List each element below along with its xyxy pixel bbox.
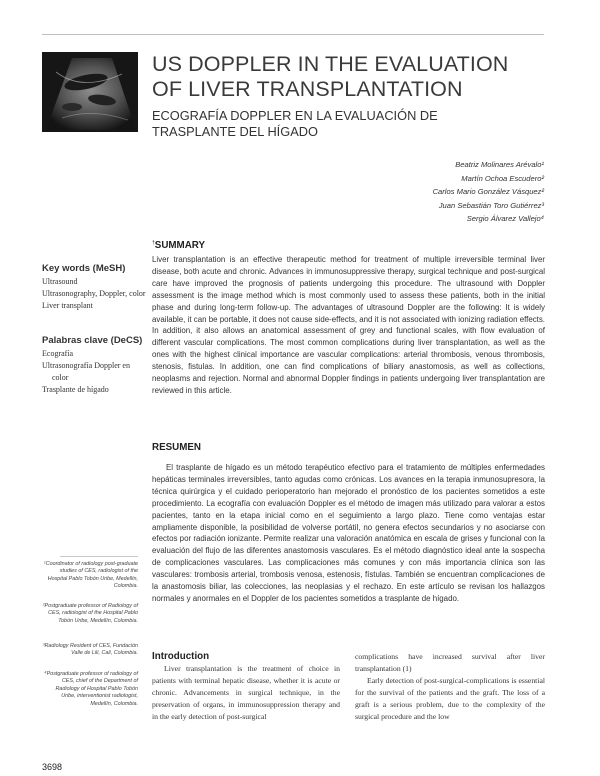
subtitle-line-1: ECOGRAFÍA DOPPLER EN LA EVALUACIÓN DE	[152, 108, 438, 123]
affiliation: ⁴Postgraduate professor of radiology of CES, chief of the Department of Radiology of Hospital Pablo Tobón Uribe, interventionist radiologist, Medellín, Colombia.	[44, 671, 138, 707]
summary-heading-text: SUMMARY	[154, 240, 206, 251]
resumen-heading: RESUMEN	[152, 442, 201, 453]
ultrasound-image	[42, 52, 138, 132]
author-list	[433, 158, 544, 226]
subtitle-line-2: TRASPLANTE DEL HÍGADO	[152, 123, 318, 139]
keywords-decs	[42, 334, 147, 396]
author: Sergio Álvarez Vallejo⁴	[466, 214, 544, 223]
summary-text: Liver transplantation is an effective therapeutic method for treatment of multiple irreversible terminal liver disease, both acute and chronic. Advances in immunosuppressive therapy, surgical technique and post-surgical care have improved the prognosis of patients undergoing this procedure. The ultrasound with Doppler assessment is the image method which is most commonly used to assess these patients, both in the initial phase and during long-term follow-up. The advantages of ultrasound Doppler are the following: It is widely available, it can be portable, it does not cause side-effects, and it is not associated with ionizing radiation effects. In addition, it also allows an anatomical assessment of grey and functional scales, with flow evaluation of different vascular complications. The most common complications during liver transplantation, as well as the ones with the highest clinical importance are vascular complications: arterial thrombosis, venous thrombosis, stenosis, fistulas. In addition, one can find complications of biliary anastomosis, as well as collections, neoplasms and rejection. Normal and abnormal Doppler findings in patients undergoing liver transplantation are reviewed in this article.	[152, 255, 545, 395]
affiliation: ¹Coordinator of radiology post-graduate studies of CES, radiologist of the Hospital Pablo Tobón Uribe, Medellín, Colombia.	[43, 561, 138, 590]
author: Juan Sebastián Toro Gutiérrez³	[438, 200, 544, 210]
keywords-mesh	[42, 262, 147, 312]
affiliation: ³Radiology Resident of CES, Fundación Valle de Lili, Cali, Colombia.	[42, 643, 138, 657]
page-number: 3698	[42, 762, 63, 772]
introduction-heading: Introduction	[152, 651, 210, 662]
introduction-left-column: Liver transplantation is the treatment of choice in patients with terminal hepatic disease, whether it is acute or chronic. Advancements in surgical technique, in the preservation of organs, in immunosuppression therapy and in the early detection of post-surgical	[152, 664, 340, 721]
resumen-text: El trasplante de hígado es un método terapéutico efectivo para el tratamiento de múltiples enfermedades hepáticas terminales irreversibles, tanto agudas como crónicas. Los avances en la terapia inmunosupresora, la técnica quirúrgica y el cuidado perioperatorio han mejorado el pronóstico de los pacientes sometidos a este procedimiento. La ecografía con evaluación Doppler es el método de imagen más utilizado para valorar a estos pacientes, tanto en la etapa inicial como en el seguimiento a largo plazo. Tiene como ventajas estar ampliamente disponible, la posibilidad de volverse portátil, no genera efectos secundarios y no asociarse con efectos por radiación ionizante. Permite realizar una valoración anatómica en escala de grises y funcional con la evaluación del flujo de las diferentes anastomosis vasculares. Es el método diagnóstico ideal ante la sospecha de complicaciones vasculares. Las complicaciones más comunes y con más importancia clínica son las vasculares: trombosis arterial, trombosis venosa, estenosis, fístulas. También se encuentran complicaciones de la anastomosis biliar, las colecciones, las neoplasias y el rechazo. En este artículo se revisan los hallazgos normales y anormales en el Doppler de los pacientes sometidos a trasplante de hígado.	[152, 463, 545, 603]
top-rule	[42, 34, 544, 35]
affiliation-divider	[60, 556, 138, 557]
author: Beatriz Molinares Arévalo¹	[455, 160, 544, 169]
affiliation: ²Postgraduate professor of Radiology of CES, radiologist of the Hospital Pablo Tobón Uribe, Medellín, Colombia.	[42, 603, 138, 624]
summary-heading	[152, 240, 205, 251]
keyword: Liver transplant	[42, 301, 93, 310]
title-line-2: OF LIVER TRANSPLANTATION	[152, 77, 463, 101]
introduction-right-column-top: complications have increased survival after liver transplantation (1)	[355, 652, 545, 673]
introduction-right-column-paragraph: Early detection of post-surgical-complications is essential for the survival of the patients and the graft. The loss of a graft is a serious problem, due to the complexity of the surgical procedure and the low	[355, 676, 545, 721]
article-subtitle	[152, 108, 552, 139]
keywords-mesh-heading: Key words (MeSH)	[42, 263, 126, 274]
keyword: Ultrasonography, Doppler, color	[42, 289, 146, 298]
keywords-decs-heading: Palabras clave (DeCS)	[42, 335, 143, 346]
author: Carlos Mario González Vásquez²	[432, 187, 544, 196]
keyword: Ultrasound	[42, 277, 78, 286]
keyword: Ultrasonografía Doppler en color	[42, 361, 130, 382]
author: Martín Ochoa Escudero²	[461, 173, 544, 183]
ultrasound-graphic	[42, 52, 138, 132]
article-title	[152, 52, 552, 102]
title-line-1: US DOPPLER IN THE EVALUATION	[152, 52, 509, 76]
keyword: Trasplante de hígado	[42, 385, 109, 394]
summary-marker: †	[152, 240, 155, 246]
keyword: Ecografía	[42, 349, 74, 358]
